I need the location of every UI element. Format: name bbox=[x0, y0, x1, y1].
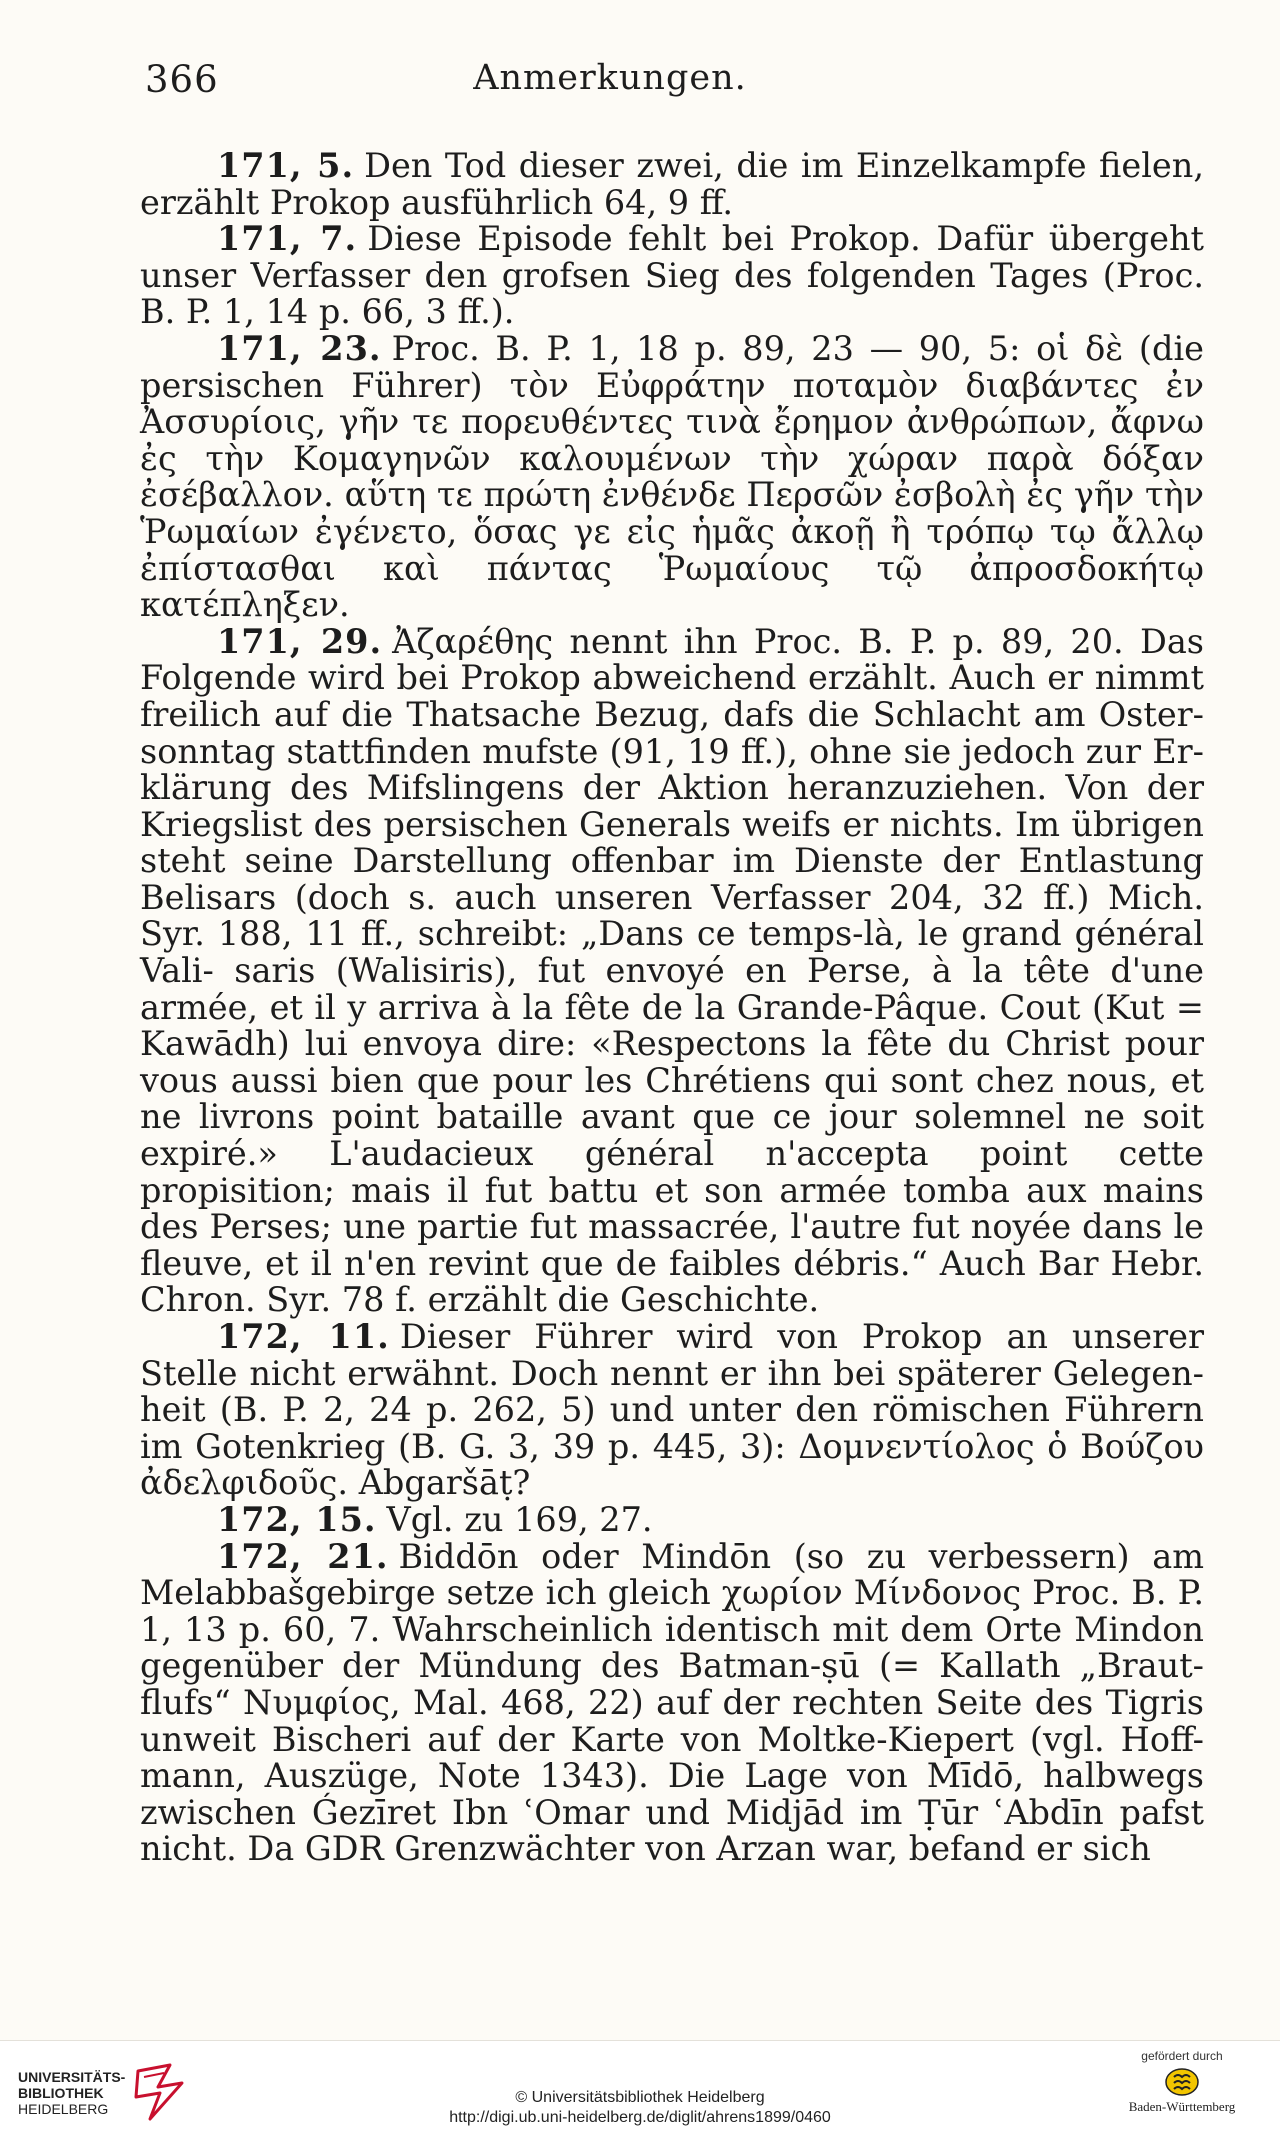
text-line: ἀδελφιδοῦς. Abgaršāṭ? bbox=[140, 1463, 531, 1503]
digitization-footer bbox=[0, 2040, 1280, 2135]
text-line: πορευθέντες τινὰ ἔρημον ἀνθρώπων, ἄφνω ἐς τὴν Κομαγηνῶν bbox=[140, 402, 1204, 478]
text-line: n'en revint que de faibles débris.“ Auch Bar Hebr. Chron. bbox=[140, 1243, 1204, 1320]
text-line: 188, 11 ff., schreibt: „Dans ce temps-là, le grand général Vali- bbox=[140, 914, 1204, 991]
annotation-reference: 171, 5. bbox=[217, 146, 355, 185]
sponsor-name: Baden-Württemberg bbox=[1128, 2099, 1236, 2114]
text-line: bien que pour les Chrétiens qui sont chez nous, et ne livrons bbox=[140, 1060, 1204, 1137]
text-line: Folgende wird bei Prokop abweichend erzählt. Auch er nimmt bbox=[140, 658, 1204, 698]
text-line: Vgl. zu 169, 27. bbox=[386, 1499, 653, 1539]
library-name-line: UNIVERSITÄTS- bbox=[18, 2069, 126, 2085]
text-line: freilich auf die Thatsache Bezug, dafs die Schlacht am Oster- bbox=[140, 694, 1204, 734]
text-line: unweit Bischeri auf der Karte von Moltke-Kiepert (vgl. Hoff- bbox=[140, 1719, 1204, 1759]
text-line: im Gotenkrieg (B. G. 3, 39 p. 445, 3): Δομνεντίολος ὁ Βούζου bbox=[140, 1426, 1204, 1466]
text-line: Melabbašgebirge setze ich gleich χωρίον Μίνδονος Proc. B. P. bbox=[140, 1573, 1204, 1613]
text-line: Diese Episode fehlt bei Prokop. Dafür übergeht bbox=[367, 219, 1205, 259]
text-line: flufs“ Νυμφίος, Mal. 468, 22) auf der rechten Seite des Tigris bbox=[140, 1682, 1204, 1722]
text-line: partie fut massacrée, l'autre fut noyée dans le fleuve, et il bbox=[140, 1207, 1204, 1283]
text-line: steht seine Darstellung offenbar im Dienste der Entlastung bbox=[140, 841, 1204, 881]
library-name-line: HEIDELBERG bbox=[18, 2101, 109, 2117]
text-line: Belisars (doch s. auch unseren Verfasser 204, 32 ff.) Mich. Syr. bbox=[140, 877, 1204, 954]
text-line: 1, 13 p. 60, 7. Wahrscheinlich identisch mit dem Orte Mindon bbox=[140, 1609, 1204, 1649]
running-head: Anmerkungen. bbox=[473, 58, 747, 98]
text-line: fut battu et son armée tomba aux mains des Perses; une bbox=[140, 1170, 1204, 1247]
annotation-body bbox=[140, 148, 1204, 1868]
sponsor-logo[interactable] bbox=[1112, 2049, 1252, 2129]
text-line: Dieser Führer wird von Prokop an unserer bbox=[399, 1317, 1204, 1356]
page-number: 366 bbox=[145, 58, 219, 101]
text-line: klärung des Mifslingens der Aktion heranzuziehen. Von der bbox=[140, 768, 1204, 808]
text-line: mann, Auszüge, Note 1343). Die Lage von Mīdō, halbwegs bbox=[140, 1756, 1204, 1796]
text-line: erzählt Prokop ausführlich 64, 9 ff. bbox=[140, 182, 734, 222]
text-line: point bataille avant que ce jour solemnel ne soit expiré.» bbox=[140, 1097, 1205, 1174]
text-line: ἐνθένδε Περσῶν ἐσβολὴ ἐς γῆν τὴν Ῥωμαίων ἐγένετο, ὅσας γε εἰς bbox=[140, 475, 1204, 551]
annotation-entry bbox=[140, 1536, 1204, 1869]
annotation-entry bbox=[140, 1319, 1204, 1502]
text-line: saris (Walisiris), fut envoyé en Perse, à la tête d'une armée, bbox=[140, 951, 1204, 1027]
text-line: Syr. 78 f. erzählt die Geschichte. bbox=[266, 1280, 820, 1320]
text-line: Proc. B. P. 1, 18 p. 89, 23 — 90, 5: οἱ δὲ (die persischen bbox=[140, 328, 1204, 405]
annotation-reference: 172, 11. bbox=[217, 1317, 390, 1356]
annotation-reference: 171, 7. bbox=[217, 219, 358, 259]
annotation-reference: 171, 23. bbox=[217, 328, 382, 368]
text-line: καλουμένων τὴν χώραν παρὰ δόξαν ἐσέβαλλον. αὕτη τε πρώτη bbox=[140, 438, 1205, 515]
text-line: Führer) τὸν Εὐφράτην ποταμὸν διαβάντες ἐν Ἀσσυρίοις, γῆν τε bbox=[140, 365, 1204, 442]
annotation-reference: 171, 29. bbox=[217, 621, 383, 661]
page-header bbox=[145, 58, 1205, 108]
sponsor-caption: gefördert durch bbox=[1141, 2049, 1223, 2063]
text-line: gegenüber der Mündung des Batman-ṣū (= Kallath „Braut- bbox=[140, 1646, 1204, 1686]
annotation-entry bbox=[140, 221, 1204, 331]
annotation-entry bbox=[140, 328, 1205, 625]
text-line: Stelle nicht erwähnt. Doch nennt er ihn bei späterer Gelegen- bbox=[140, 1353, 1204, 1393]
text-line: heit (B. P. 2, 24 p. 262, 5) und unter den römischen Führern bbox=[140, 1390, 1204, 1430]
annotation-reference: 172, 21. bbox=[217, 1536, 389, 1576]
annotation-entry bbox=[140, 1499, 1204, 1539]
text-line: nicht. Da GDR Grenzwächter von Arzan war, befand er sich bbox=[140, 1829, 1151, 1869]
text-line: lui envoya dire: «Respectons la fête du Christ pour vous aussi bbox=[140, 1024, 1204, 1100]
text-line: sonntag stattfinden mufste (91, 19 ff.), ohne sie jedoch zur Er- bbox=[140, 731, 1204, 771]
text-line: zwischen Ǵezīret Ibn ʿOmar und Midjād im Ṭūr ʿAbdīn pafst bbox=[140, 1792, 1204, 1832]
coat-of-arms-icon bbox=[1164, 2067, 1200, 2097]
text-line: L'audacieux général n'accepta point cette propisition; mais il bbox=[140, 1134, 1204, 1210]
annotation-entry bbox=[140, 148, 1204, 221]
text-line: et il y arriva à la fête de la Grande-Pâque. Cout (Kut = Kawādh) bbox=[140, 987, 1204, 1064]
text-line: Kriegslist des persischen Generals weifs er nichts. Im übrigen bbox=[140, 804, 1204, 844]
text-line: τῷ ἀπροσδοκήτῳ κατέπληξεν. bbox=[140, 548, 1204, 625]
permalink-url[interactable]: http://digi.ub.uni-heidelberg.de/diglit/ahrens1899/0460 bbox=[449, 2109, 831, 2126]
annotation-entry bbox=[140, 621, 1205, 1320]
library-name-line: BIBLIOTHEK bbox=[18, 2085, 104, 2101]
annotation-reference: 172, 15. bbox=[217, 1499, 377, 1539]
text-line: Ἀζαρέθης nennt ihn Proc. B. P. p. 89, 20. Das bbox=[392, 621, 1204, 661]
text-line: unser Verfasser den grofsen Sieg des folgenden Tages (Proc. bbox=[140, 255, 1204, 295]
copyright-notice: © Universitätsbibliothek Heidelberg bbox=[515, 2089, 765, 2106]
text-line: ἡμᾶς ἀκοῇ ἢ τρόπῳ τῳ ἄλλῳ ἐπίστασθαι καὶ πάντας Ῥωμαίους bbox=[140, 511, 1205, 588]
text-line: Den Tod dieser zwei, die im Einzelkampfe fielen, bbox=[364, 146, 1204, 185]
text-line: B. P. 1, 14 p. 66, 3 ff.). bbox=[140, 292, 515, 332]
text-line: Biddōn oder Mindōn (so zu verbessern) am bbox=[398, 1536, 1204, 1576]
